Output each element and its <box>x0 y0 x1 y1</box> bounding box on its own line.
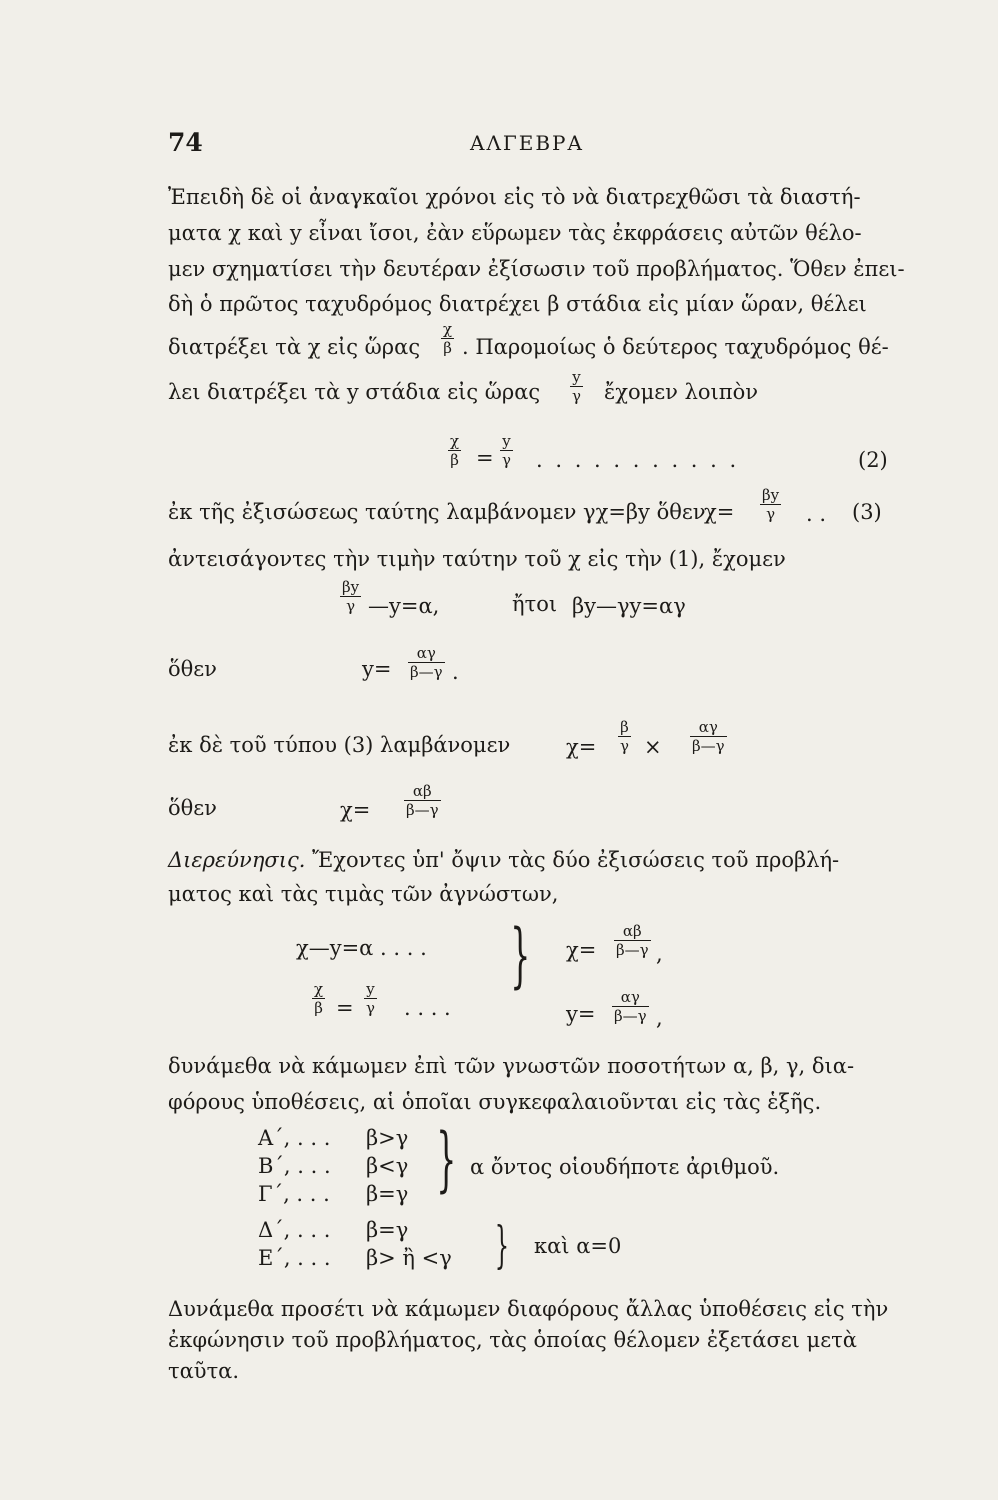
equals-sign: = <box>336 996 354 1020</box>
fraction-numerator: y <box>364 980 377 999</box>
fraction <box>500 432 513 469</box>
fraction <box>312 980 325 1017</box>
fraction-denominator: γ <box>766 505 776 523</box>
fraction-denominator: γ <box>366 999 375 1017</box>
fraction-numerator: χ <box>450 432 460 450</box>
text-segment: . Παρομοίως ὁ δεύτερος ταχυδρόμος θέ- <box>462 335 889 359</box>
fraction-numerator: y <box>570 368 583 387</box>
math-segment: χ= <box>704 500 735 524</box>
equation-number: (2) <box>858 448 888 472</box>
equation-number: (3) <box>852 500 882 524</box>
case-label: Β΄, . . . <box>258 1154 331 1178</box>
fraction <box>614 922 651 959</box>
right-brace: } <box>510 914 531 996</box>
fraction-numerator: αβ <box>614 922 651 941</box>
math-segment: χ= <box>566 735 597 759</box>
text-segment: ἔχομεν λοιπὸν <box>604 380 759 404</box>
text-line: ἀντεισάγοντες τὴν τιμὴν ταύτην τοῦ χ εἰς τὴν (1), ἔχομεν <box>168 547 786 571</box>
fraction <box>441 320 454 357</box>
case-condition: β> ἢ <γ <box>366 1246 452 1270</box>
equals-sign: = <box>476 446 494 470</box>
leader-dots: . . . . <box>404 996 451 1020</box>
page-header <box>168 128 788 164</box>
math-segment: χ= <box>340 798 371 822</box>
fraction-denominator: β—γ <box>406 801 439 819</box>
fraction <box>760 486 781 523</box>
text-line: Ἐπειδὴ δὲ οἱ ἀναγκαῖοι χρόνοι εἰς τὸ νὰ διατρεχθῶσι τὰ διαστή- <box>168 185 861 209</box>
text-segment: διατρέξει τὰ χ εἰς ὥρας <box>168 335 421 359</box>
case-condition: β>γ <box>366 1126 409 1150</box>
fraction-denominator: γ <box>572 387 581 405</box>
fraction-numerator: χ <box>314 980 324 998</box>
fraction-denominator: β—γ <box>614 1007 647 1025</box>
fraction-denominator: γ <box>346 597 356 615</box>
math-segment: y= <box>362 657 392 681</box>
fraction-numerator: αγ <box>690 718 727 737</box>
text-line: ἐκφώνησιν τοῦ προβλήματος, τὰς ὁποίας θέλομεν ἐξετάσει μετὰ <box>168 1328 857 1352</box>
case-condition: β<γ <box>366 1154 409 1178</box>
fraction-denominator: β—γ <box>616 941 649 959</box>
text-line: ἐκ δὲ τοῦ τύπου (3) λαμβάνομεν <box>168 733 511 757</box>
fraction <box>340 578 361 615</box>
case-note: α ὄντος οἱουδήποτε ἀριθμοῦ. <box>470 1155 780 1179</box>
fraction-numerator: χ <box>443 320 453 338</box>
case-condition: β=γ <box>366 1218 409 1242</box>
fraction <box>364 980 377 1017</box>
text-line: ματος καὶ τὰς τιμὰς τῶν ἀγνώστων, <box>168 882 559 906</box>
text-line: φόρους ὑποθέσεις, αἱ ὁποῖαι συγκεφαλαιοῦνται εἰς τὰς ἑξῆς. <box>168 1090 822 1114</box>
fraction-denominator: γ <box>620 737 629 755</box>
text-line: μεν σχηματίσει τὴν δευτέραν ἐξίσωσιν τοῦ προβλήματος. Ὅθεν ἐπει- <box>168 257 905 281</box>
fraction <box>570 368 583 405</box>
math-segment: , <box>656 1006 663 1030</box>
math-segment: βy—γy=αγ <box>572 594 686 618</box>
fraction-numerator: y <box>500 432 513 451</box>
page-number: 74 <box>168 128 203 157</box>
text-segment: ὅθεν <box>168 657 217 681</box>
fraction-denominator: β—γ <box>692 737 725 755</box>
case-label: Γ΄, . . . <box>258 1182 330 1206</box>
math-segment: —y=α, <box>368 594 440 618</box>
text-line: ταῦτα. <box>168 1359 240 1383</box>
system-equation: χ—y=α . . . . <box>296 936 427 960</box>
text-line <box>168 378 540 406</box>
leader-dots: . . . . . . . . . . . <box>536 448 740 472</box>
right-brace: } <box>494 1216 510 1274</box>
math-segment: y= <box>566 1002 596 1026</box>
fraction <box>690 718 727 755</box>
text-line: ἐκ τῆς ἐξισώσεως ταύτης λαμβάνομεν γχ=βy ὅθεν <box>168 500 706 524</box>
math-segment: . <box>452 660 459 684</box>
running-head: ΑΛΓΕΒΡΑ <box>470 131 584 155</box>
fraction <box>408 644 445 681</box>
text-line: Δυνάμεθα προσέτι νὰ κάμωμεν διαφόρους ἄλλας ὑποθέσεις εἰς τὴν <box>168 1297 889 1321</box>
text-line: δυνάμεθα νὰ κάμωμεν ἐπὶ τῶν γνωστῶν ποσοτήτων α, β, γ, δια- <box>168 1054 855 1078</box>
fraction-denominator: β <box>314 999 323 1017</box>
case-condition: β=γ <box>366 1182 409 1206</box>
text-segment: Ἔχοντες ὑπ' ὄψιν τὰς δύο ἐξισώσεις τοῦ προβλή- <box>312 848 840 872</box>
fraction-numerator: αγ <box>408 644 445 663</box>
fraction-denominator: γ <box>502 451 511 469</box>
text-line: δὴ ὁ πρῶτος ταχυδρόμος διατρέχει β στάδια εἰς μίαν ὥραν, θέλει <box>168 292 867 316</box>
case-note: καὶ α=0 <box>534 1234 622 1258</box>
math-segment: χ= <box>566 938 597 962</box>
text-segment: ὅθεν <box>168 796 217 820</box>
text-line: ματα χ καὶ y εἶναι ἴσοι, ἐὰν εὕρωμεν τὰς ἐκφράσεις αὐτῶν θέλο- <box>168 221 862 245</box>
case-label: Ε΄, . . . <box>258 1246 331 1270</box>
fraction-numerator: αγ <box>612 988 649 1007</box>
case-label: Α΄, . . . <box>258 1126 331 1150</box>
times-sign: × <box>644 735 662 759</box>
fraction-denominator: β—γ <box>410 663 443 681</box>
fraction-numerator: αβ <box>404 782 441 801</box>
fraction <box>448 432 461 469</box>
fraction-denominator: β <box>450 451 459 469</box>
section-title: Διερεύνησις. <box>168 848 306 872</box>
fraction-numerator: β <box>618 718 631 737</box>
text-line <box>168 333 420 361</box>
math-segment: , <box>656 942 663 966</box>
fraction-denominator: β <box>443 339 452 357</box>
text-segment: λει διατρέξει τὰ y στάδια εἰς ὥρας <box>168 380 541 404</box>
fraction <box>612 988 649 1025</box>
text-segment: ἤτοι <box>512 592 558 616</box>
text-line <box>168 846 839 874</box>
fraction-numerator: βy <box>762 486 780 504</box>
right-brace: } <box>436 1118 457 1200</box>
leader-dots: . . <box>806 502 827 526</box>
fraction-numerator: βy <box>342 578 360 596</box>
fraction <box>404 782 441 819</box>
fraction <box>618 718 631 755</box>
case-label: Δ΄, . . . <box>258 1218 331 1242</box>
